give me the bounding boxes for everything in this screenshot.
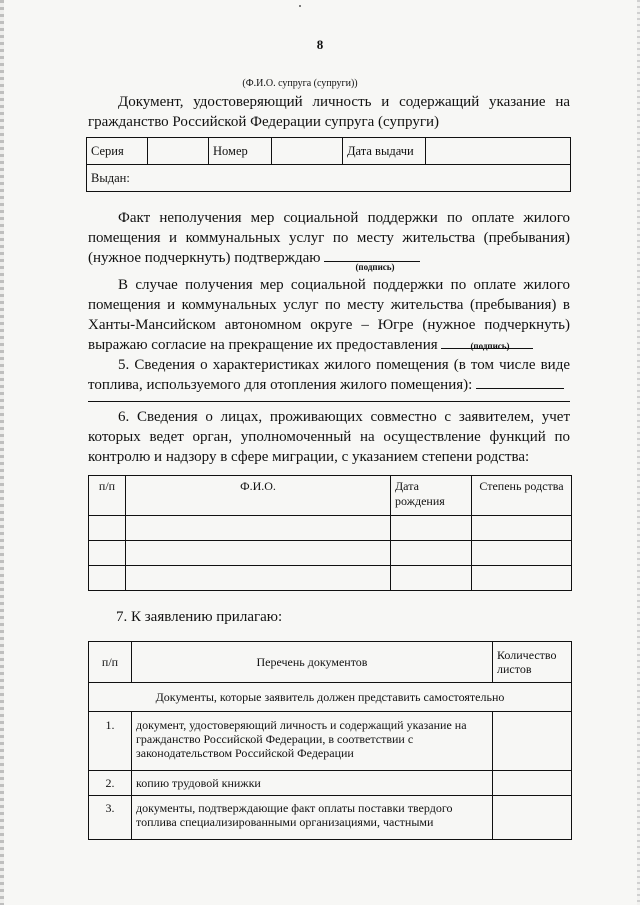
docs-row <box>89 796 572 840</box>
issued-by-label: Выдан: <box>87 165 571 192</box>
persons-row <box>89 541 572 566</box>
docs-row-text: документ, удостоверяющий личность и содержащий указание на гражданство Российской Федерации, в соответствии с законодательством Российской Федерации <box>132 712 493 771</box>
number-value-cell <box>272 138 343 165</box>
docs-group-row: Документы, которые заявитель должен представить самостоятельно <box>89 683 572 712</box>
consent-text: В случае получения мер социальной поддержки по оплате жилого помещения и коммунальных услуг по месту жительства (пребывания) в Ханты-Мансийском автономном округе – Югре (нужное подчеркнуть) выражаю согласие на прекращение их предоставления <box>88 277 570 353</box>
signature-line-1 <box>324 249 420 262</box>
docs-row-num: 2. <box>89 771 132 796</box>
docs-row-num: 3. <box>89 796 132 840</box>
docs-header-count: Количество листов <box>493 642 572 683</box>
persons-row <box>89 516 572 541</box>
series-label: Серия <box>87 138 148 165</box>
persons-header-num: п/п <box>89 476 126 516</box>
scan-edge-left <box>0 0 4 905</box>
persons-header-birthdate: Дата рождения <box>391 476 472 516</box>
documents-table <box>88 641 572 840</box>
spouse-name-caption: (Ф.И.О. супруга (супруги)) <box>242 78 358 89</box>
persons-row <box>89 566 572 591</box>
scan-speck <box>299 5 301 7</box>
section-5-paragraph <box>88 355 570 395</box>
persons-header-name: Ф.И.О. <box>126 476 391 516</box>
signature-caption-1: (подпись) <box>355 262 395 272</box>
series-value-cell <box>148 138 209 165</box>
docs-row-text: копию трудовой книжки <box>132 771 493 796</box>
docs-header-list: Перечень документов <box>132 642 493 683</box>
page-number: 8 <box>316 37 324 52</box>
docs-row-num: 1. <box>89 712 132 771</box>
housing-info-line <box>476 376 564 389</box>
identity-doc-paragraph: Документ, удостоверяющий личность и содержащий указание на гражданство Российской Федерации супруга (супруги) <box>88 94 570 130</box>
nonreceipt-paragraph <box>88 208 570 268</box>
docs-header-num: п/п <box>89 642 132 683</box>
docs-row-count <box>493 771 572 796</box>
section-6-paragraph: 6. Сведения о лицах, проживающих совместно с заявителем, учет которых ведет орган, уполномоченный на осуществление функций по контролю и надзору в сфере миграции, с указанием степени родства: <box>88 409 570 465</box>
signature-caption-2: (подпись) <box>470 341 510 351</box>
docs-row-count <box>493 712 572 771</box>
passport-table <box>86 137 571 192</box>
docs-row <box>89 771 572 796</box>
docs-row <box>89 712 572 771</box>
housing-info-full-line <box>88 400 570 402</box>
section-5-text: 5. Сведения о характеристиках жилого помещения (в том числе виде топлива, используемого для отопления жилого помещения): <box>88 357 570 393</box>
number-label: Номер <box>209 138 272 165</box>
docs-row-count <box>493 796 572 840</box>
persons-table <box>88 475 572 591</box>
issue-date-label: Дата выдачи <box>343 138 426 165</box>
section-7-heading: 7. К заявлению прилагаю: <box>116 609 283 625</box>
issue-date-value-cell <box>426 138 571 165</box>
docs-row-text: документы, подтверждающие факт оплаты поставки твердого топлива специализированными организациями, частными <box>132 796 493 840</box>
persons-header-relation: Степень родства <box>472 476 572 516</box>
nonreceipt-text: Факт неполучения мер социальной поддержки по оплате жилого помещения и коммунальных услуг по месту жительства (пребывания) (нужное подчеркнуть) подтверждаю <box>88 210 570 266</box>
